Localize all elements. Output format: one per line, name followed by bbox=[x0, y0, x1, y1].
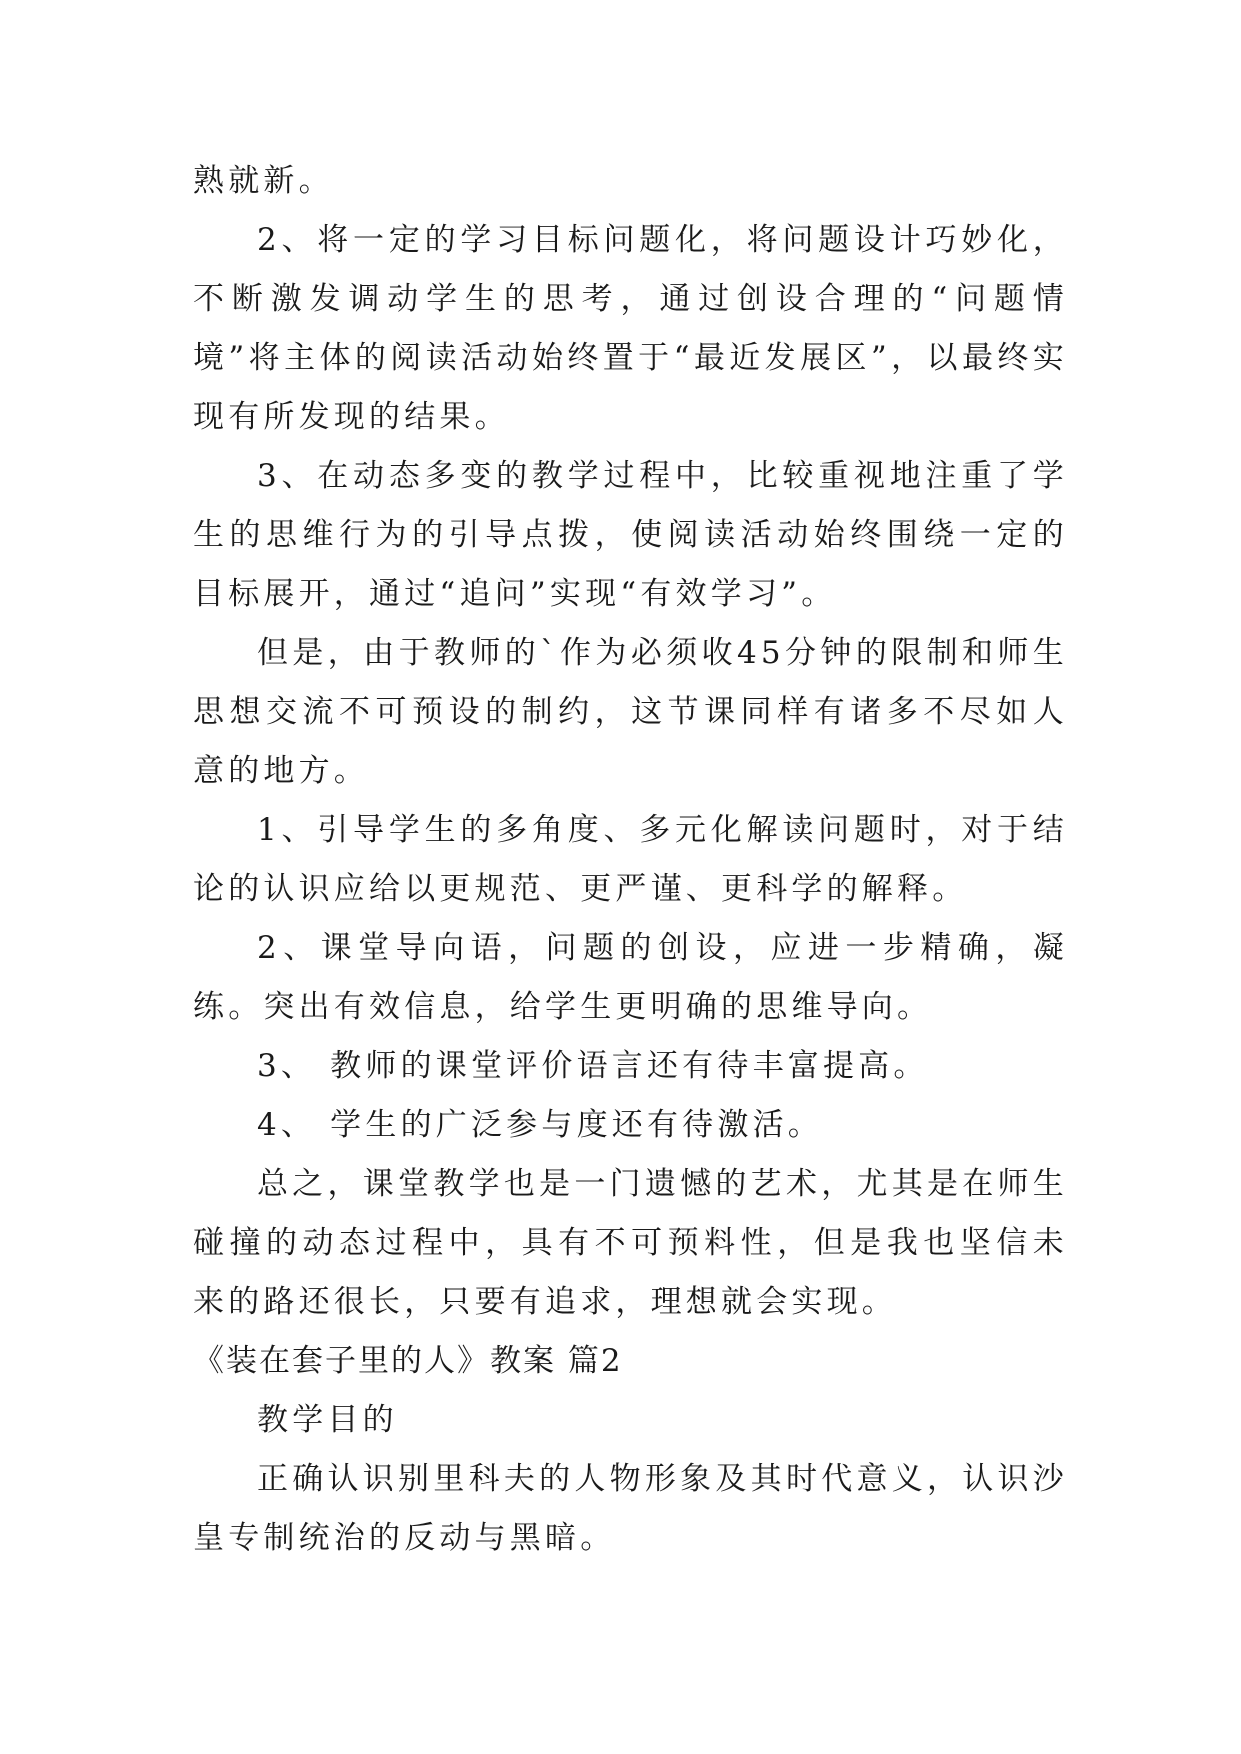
paragraph-point-3: 3、在动态多变的教学过程中，比较重视地注重了学生的思维行为的引导点拨，使阅读活动始终围绕一定的目标展开，通过“追问”实现“有效学习”。 bbox=[193, 458, 1068, 612]
paragraph-shortcoming-2: 2、课堂导向语，问题的创设，应进一步精确，凝练。突出有效信息，给学生更明确的思维导向。 bbox=[193, 930, 1068, 1025]
paragraph-shortcoming-1: 1、引导学生的多角度、多元化解读问题时，对于结论的认识应给以更规范、更严谨、更科学的解释。 bbox=[193, 812, 1068, 907]
subheading-teaching-goal: 教学目的 bbox=[257, 1402, 398, 1438]
section-heading: 《装在套子里的人》教案 篇2 bbox=[193, 1343, 623, 1379]
paragraph-shortcoming-3: 3、 教师的课堂评价语言还有待丰富提高。 bbox=[257, 1048, 929, 1084]
paragraph-however: 但是，由于教师的`作为必须收45分钟的限制和师生思想交流不可预设的制约，这节课同样有诸多不尽如人意的地方。 bbox=[193, 635, 1068, 789]
paragraph-teaching-goal: 正确认识别里科夫的人物形象及其时代意义，认识沙皇专制统治的反动与黑暗。 bbox=[193, 1461, 1068, 1556]
paragraph-conclusion: 总之，课堂教学也是一门遗憾的艺术，尤其是在师生碰撞的动态过程中，具有不可预料性，但是我也坚信未来的路还很长，只要有追求，理想就会实现。 bbox=[193, 1166, 1068, 1320]
document-body bbox=[193, 152, 1068, 1568]
paragraph-shortcoming-4: 4、 学生的广泛参与度还有待激活。 bbox=[257, 1107, 823, 1143]
paragraph-continuation: 熟就新。 bbox=[193, 163, 334, 199]
paragraph-point-2: 2、将一定的学习目标问题化，将问题设计巧妙化，不断激发调动学生的思考，通过创设合理的“问题情境”将主体的阅读活动始终置于“最近发展区”，以最终实现有所发现的结果。 bbox=[193, 222, 1068, 435]
